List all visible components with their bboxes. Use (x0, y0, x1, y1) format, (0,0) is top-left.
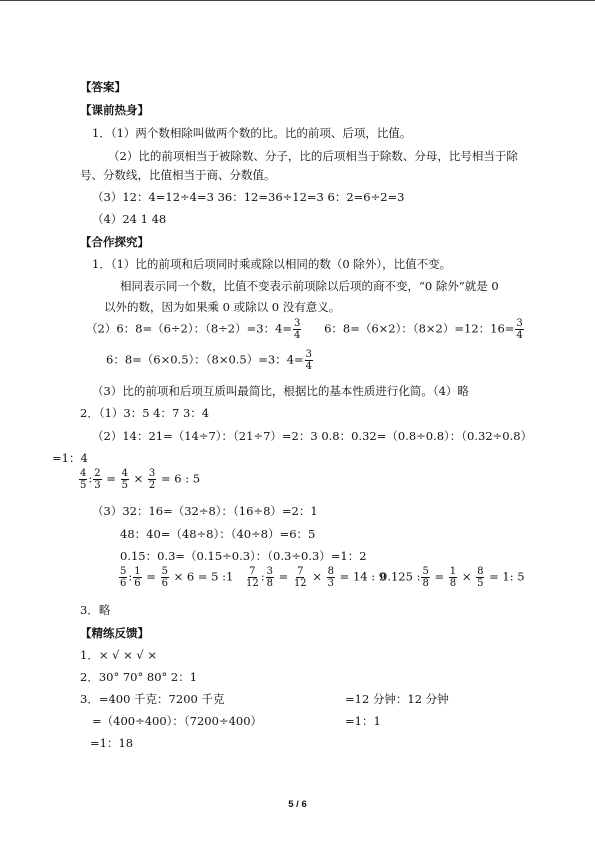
practice-q2: 2．30° 70° 80° 2：1 (80, 670, 198, 684)
warmup-q1-2a: （2）比的前项相当于被除数、分子，比的后项相当于除数、分母，比号相当于除 (108, 149, 518, 163)
explore-q1-2a-text1: （2）6：8=（6÷2）：（8÷2）=3：4= (86, 321, 293, 336)
explore-q1-2a-text2: 6：8=（6×2）：（8×2）=12：16= (324, 321, 515, 336)
explore-q1-2a (86, 318, 525, 341)
fraction-5-6: $\frac{5}{6}$ (120, 566, 127, 589)
fraction-7-12: $\frac{7}{12}$ (246, 566, 259, 589)
practice-q3b-left: =（400÷400）：（7200÷400） (92, 714, 263, 728)
explore-q2-3a: （3）32：16=（32÷8）：（16÷8）=2：1 (92, 504, 318, 518)
practice-q3a-left: 3．=400 千克：7200 千克 (80, 692, 225, 706)
fraction-8-3: $\frac{8}{3}$ (327, 566, 334, 589)
explore-q2-2c: $\frac{4}{5}$ : $\frac{2}{3}$ = $\frac{4}{5}$ × $\frac{3}{2}$ = 6 : 5 (80, 468, 201, 491)
heading-answer: 【答案】 (80, 80, 126, 94)
fraction-3-4: $\frac{3}{4}$ (294, 318, 301, 341)
fraction-3-4: $\frac{3}{4}$ (305, 349, 313, 372)
warmup-q1-1: 1．（1）两个数相除叫做两个数的比。比的前项、后项，比值。 (92, 126, 412, 140)
explore-q2-1: 2．（1）3：5 4：7 3：4 (80, 406, 210, 420)
explore-q1-3: （3）比的前项和后项互质叫最简比，根据比的基本性质进行化简。（4）略 (92, 384, 469, 398)
fraction-1-6: $\frac{1}{6}$ (134, 566, 141, 589)
heading-explore: 【合作探究】 (80, 235, 149, 249)
fraction-3-8: $\frac{3}{8}$ (266, 566, 273, 589)
explore-q1-1b: 相同表示同一个数，比值不变表示前项除以后项的商不变，“0 除外”就是 0 (120, 279, 499, 293)
practice-q3a-right: =12 分钟：12 分钟 (345, 692, 449, 706)
fraction-8-5: $\frac{8}{5}$ (477, 566, 484, 589)
warmup-q1-4: （4）24 1 48 (92, 212, 167, 226)
top-rule (0, 0, 595, 1)
fraction-5-8: $\frac{5}{8}$ (422, 566, 429, 589)
warmup-q1-3: （3）12：4=12÷4=3 36：12=36÷12=3 6：2=6÷2=3 (92, 190, 405, 204)
fraction-2-3: $\frac{2}{3}$ (94, 468, 101, 491)
practice-q1: 1．× √ × √ × (80, 648, 158, 662)
page-number: 5 / 6 (288, 799, 307, 810)
explore-q1-2b (106, 349, 314, 372)
fraction-7-12: $\frac{7}{12}$ (293, 566, 307, 589)
fraction-5-6: $\frac{5}{6}$ (161, 566, 168, 589)
explore-q1-1: 1．（1）比的前项和后项同时乘或除以相同的数（0 除外），比值不变。 (92, 257, 452, 271)
warmup-q1-2b: 号、分数线，比值相当于商、分数值。 (80, 168, 276, 182)
explore-q2-2b: =1：4 (52, 451, 88, 465)
explore-q3: 3．略 (80, 603, 111, 617)
fraction-3-2: $\frac{3}{2}$ (148, 468, 156, 491)
fraction-3-4: $\frac{3}{4}$ (516, 318, 523, 341)
heading-warmup: 【课前热身】 (80, 103, 149, 117)
explore-q1-1c: 以外的数，因为如果乘 0 或除以 0 没有意义。 (104, 300, 341, 314)
explore-formula-3: 0.125 : $\frac{5}{8}$ = $\frac{1}{8}$ × $\frac{8}{5}$ = 1: 5 (380, 566, 525, 589)
explore-formula-2: $\frac{7}{12}$ : $\frac{3}{8}$ = $\frac{7}{12}$ × $\frac{8}{3}$ = 14 : 9 (246, 566, 387, 589)
explore-formula-1: $\frac{5}{6}$ : $\frac{1}{6}$ = $\frac{5}{6}$ × 6 = 5 :1 (120, 566, 234, 589)
explore-q2-3b: 48：40=（48÷8）：（40÷8）=6：5 (120, 527, 316, 541)
explore-q1-2b-text: 6：8=（6×0.5）：（8×0.5）=3：4= (106, 352, 304, 367)
explore-q2-3c: 0.15：0.3=（0.15÷0.3）：（0.3÷0.3）=1：2 (120, 549, 367, 563)
heading-practice: 【精练反馈】 (80, 626, 149, 640)
fraction-4-5: $\frac{4}{5}$ (121, 468, 128, 491)
practice-q3b-right: =1：1 (345, 714, 381, 728)
practice-q3c: =1：18 (90, 736, 134, 750)
explore-q2-2a: （2）14：21=（14÷7）：（21÷7）=2：3 0.8：0.32=（0.8÷0.8）：（0.32÷0.8） (92, 429, 533, 443)
fraction-4-5: $\frac{4}{5}$ (80, 468, 87, 491)
fraction-1-8: $\frac{1}{8}$ (449, 566, 457, 589)
